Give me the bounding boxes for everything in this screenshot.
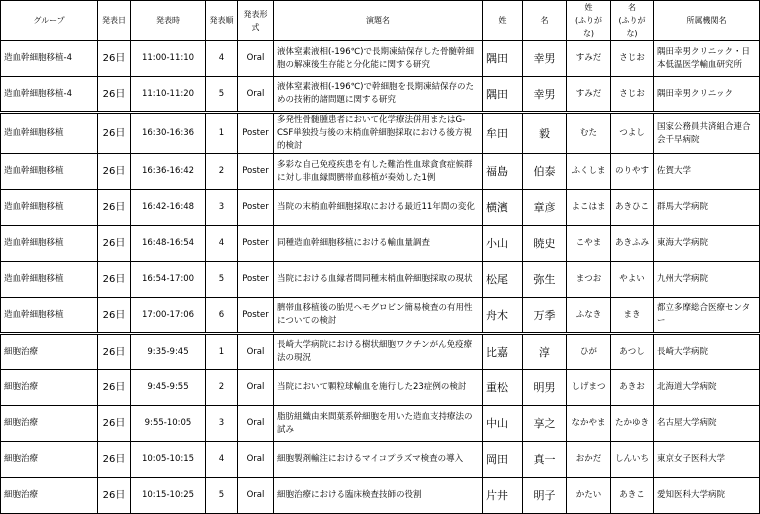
- table-row: [1, 406, 760, 442]
- header-time: 発表時: [131, 1, 206, 41]
- format-cell: Poster: [238, 154, 274, 190]
- header-row: [1, 1, 760, 41]
- day-cell: 26日: [98, 262, 131, 298]
- time-cell: 11:00-11:10: [131, 41, 206, 77]
- time-cell: 9:45-9:55: [131, 370, 206, 406]
- format-cell: Poster: [238, 298, 274, 334]
- affiliation-cell: 愛知医科大学病院: [654, 478, 760, 514]
- table-row: [1, 154, 760, 190]
- format-cell: Poster: [238, 226, 274, 262]
- affiliation-cell: 隅田幸男クリニック: [654, 77, 760, 113]
- affiliation-cell: 長崎大学病院: [654, 334, 760, 370]
- order-cell: 3: [206, 190, 238, 226]
- first-name-cell: 毅: [523, 113, 567, 154]
- group-cell: 細胞治療: [1, 442, 98, 478]
- last-kana-cell: すみだ: [567, 41, 611, 77]
- table-row: [1, 190, 760, 226]
- group-cell: 造血幹細胞移植: [1, 226, 98, 262]
- order-cell: 1: [206, 334, 238, 370]
- first-name-cell: 章彦: [523, 190, 567, 226]
- last-kana-cell: ひが: [567, 334, 611, 370]
- title-cell: 当院の末梢血幹細胞採取における最近11年間の変化: [274, 190, 483, 226]
- table-row: [1, 41, 760, 77]
- day-cell: 26日: [98, 298, 131, 334]
- first-kana-cell: のりやす: [611, 154, 654, 190]
- time-cell: 16:48-16:54: [131, 226, 206, 262]
- header-group: グループ: [1, 1, 98, 41]
- order-cell: 3: [206, 406, 238, 442]
- affiliation-cell: 群馬大学病院: [654, 190, 760, 226]
- last-kana-cell: おかだ: [567, 442, 611, 478]
- first-kana-cell: さじお: [611, 41, 654, 77]
- affiliation-cell: 隅田幸男クリニック・日本低温医学輸血研究所: [654, 41, 760, 77]
- affiliation-cell: 東京女子医科大学: [654, 442, 760, 478]
- order-cell: 4: [206, 442, 238, 478]
- first-kana-cell: やよい: [611, 262, 654, 298]
- group-cell: 造血幹細胞移植: [1, 262, 98, 298]
- last-name-cell: 隅田: [483, 41, 523, 77]
- affiliation-cell: 名古屋大学病院: [654, 406, 760, 442]
- group-cell: 細胞治療: [1, 406, 98, 442]
- first-name-cell: 明子: [523, 478, 567, 514]
- format-cell: Oral: [238, 478, 274, 514]
- group-cell: 造血幹細胞移植-4: [1, 41, 98, 77]
- affiliation-cell: 東海大学病院: [654, 226, 760, 262]
- last-name-cell: 松尾: [483, 262, 523, 298]
- table-row: [1, 226, 760, 262]
- last-name-cell: 片井: [483, 478, 523, 514]
- last-kana-cell: しげまつ: [567, 370, 611, 406]
- order-cell: 4: [206, 226, 238, 262]
- format-cell: Oral: [238, 77, 274, 113]
- last-name-cell: 福島: [483, 154, 523, 190]
- header-last-kana-line2: (ふりがな): [574, 16, 603, 38]
- time-cell: 10:15-10:25: [131, 478, 206, 514]
- header-first-kana-line1: 名: [628, 3, 636, 12]
- title-cell: 液体窒素液相(-196℃)で長期凍結保存した骨髄幹細胞の解凍後生存能と分化能に関する研究: [274, 41, 483, 77]
- time-cell: 16:30-16:36: [131, 113, 206, 154]
- header-first-name: 名: [523, 1, 567, 41]
- group-cell: 造血幹細胞移植: [1, 113, 98, 154]
- header-last-name: 姓: [483, 1, 523, 41]
- last-name-cell: 中山: [483, 406, 523, 442]
- first-name-cell: 万季: [523, 298, 567, 334]
- first-name-cell: 幸男: [523, 41, 567, 77]
- table-row: [1, 334, 760, 370]
- last-kana-cell: まつお: [567, 262, 611, 298]
- last-name-cell: 比嘉: [483, 334, 523, 370]
- title-cell: 細胞製剤輸注におけるマイコプラズマ検査の導入: [274, 442, 483, 478]
- first-kana-cell: あきこ: [611, 478, 654, 514]
- format-cell: Oral: [238, 442, 274, 478]
- group-cell: 造血幹細胞移植: [1, 154, 98, 190]
- first-name-cell: 明男: [523, 370, 567, 406]
- last-name-cell: 牟田: [483, 113, 523, 154]
- day-cell: 26日: [98, 190, 131, 226]
- title-cell: 細胞治療における臨床検査技師の役割: [274, 478, 483, 514]
- affiliation-cell: 佐賀大学: [654, 154, 760, 190]
- time-cell: 9:55-10:05: [131, 406, 206, 442]
- first-kana-cell: あきお: [611, 370, 654, 406]
- time-cell: 16:36-16:42: [131, 154, 206, 190]
- format-cell: Poster: [238, 262, 274, 298]
- title-cell: 当院において顆粒球輸血を施行した23症例の検討: [274, 370, 483, 406]
- last-name-cell: 重松: [483, 370, 523, 406]
- table-row: [1, 262, 760, 298]
- format-cell: Oral: [238, 334, 274, 370]
- format-cell: Oral: [238, 41, 274, 77]
- time-cell: 17:00-17:06: [131, 298, 206, 334]
- first-kana-cell: まき: [611, 298, 654, 334]
- day-cell: 26日: [98, 406, 131, 442]
- day-cell: 26日: [98, 442, 131, 478]
- time-cell: 11:10-11:20: [131, 77, 206, 113]
- header-affiliation: 所属機関名: [654, 1, 760, 41]
- day-cell: 26日: [98, 41, 131, 77]
- last-name-cell: 隅田: [483, 77, 523, 113]
- table-row: [1, 442, 760, 478]
- header-order: 発表順: [206, 1, 238, 41]
- first-name-cell: 真一: [523, 442, 567, 478]
- title-cell: 長崎大学病院における樹状細胞ワクチンがん免疫療法の現況: [274, 334, 483, 370]
- header-last-kana-line1: 姓: [584, 3, 593, 12]
- header-first-kana-line2: (ふりがな): [618, 16, 646, 38]
- group-cell: 細胞治療: [1, 370, 98, 406]
- header-format: 発表形式: [238, 1, 274, 41]
- last-kana-cell: ふなき: [567, 298, 611, 334]
- time-cell: 16:54-17:00: [131, 262, 206, 298]
- title-cell: 同種造血幹細胞移植における輸血量調査: [274, 226, 483, 262]
- day-cell: 26日: [98, 154, 131, 190]
- order-cell: 5: [206, 478, 238, 514]
- order-cell: 4: [206, 41, 238, 77]
- day-cell: 26日: [98, 370, 131, 406]
- header-first-kana: [611, 1, 654, 41]
- order-cell: 1: [206, 113, 238, 154]
- title-cell: 臍帯血移植後の胎児ヘモグロビン簡易検査の有用性についての検討: [274, 298, 483, 334]
- time-cell: 10:05-10:15: [131, 442, 206, 478]
- first-name-cell: 伯泰: [523, 154, 567, 190]
- last-name-cell: 岡田: [483, 442, 523, 478]
- order-cell: 2: [206, 370, 238, 406]
- first-kana-cell: しんいち: [611, 442, 654, 478]
- table-row: [1, 370, 760, 406]
- order-cell: 5: [206, 77, 238, 113]
- first-name-cell: 幸男: [523, 77, 567, 113]
- title-cell: 多彩な自己免疫疾患を有した難治性血球貪食症候群に対し非血縁間臍帯血移植が奏効した1例: [274, 154, 483, 190]
- table-row: [1, 113, 760, 154]
- title-cell: 多発性骨髄腫患者において化学療法併用またはG-CSF単独投与後の末梢血幹細胞採取における後方視的検討: [274, 113, 483, 154]
- day-cell: 26日: [98, 77, 131, 113]
- order-cell: 5: [206, 262, 238, 298]
- time-cell: 9:35-9:45: [131, 334, 206, 370]
- day-cell: 26日: [98, 226, 131, 262]
- day-cell: 26日: [98, 113, 131, 154]
- group-cell: 細胞治療: [1, 478, 98, 514]
- header-title: 演題名: [274, 1, 483, 41]
- format-cell: Poster: [238, 113, 274, 154]
- header-day: 発表日: [98, 1, 131, 41]
- group-cell: 造血幹細胞移植: [1, 298, 98, 334]
- day-cell: 26日: [98, 334, 131, 370]
- last-kana-cell: なかやま: [567, 406, 611, 442]
- group-cell: 造血幹細胞移植-4: [1, 77, 98, 113]
- first-kana-cell: あきひこ: [611, 190, 654, 226]
- table-row: [1, 298, 760, 334]
- last-kana-cell: こやま: [567, 226, 611, 262]
- title-cell: 液体窒素液相(-196℃)で幹細胞を長期凍結保存のための技術的諸問題に関する研究: [274, 77, 483, 113]
- table-row: [1, 478, 760, 514]
- day-cell: 26日: [98, 478, 131, 514]
- first-name-cell: 淳: [523, 334, 567, 370]
- last-kana-cell: ふくしま: [567, 154, 611, 190]
- title-cell: 脂肪組織由来間葉系幹細胞を用いた造血支持療法の試み: [274, 406, 483, 442]
- group-cell: 細胞治療: [1, 334, 98, 370]
- last-kana-cell: むた: [567, 113, 611, 154]
- last-name-cell: 横濱: [483, 190, 523, 226]
- time-cell: 16:42-16:48: [131, 190, 206, 226]
- last-kana-cell: かたい: [567, 478, 611, 514]
- header-last-kana: [567, 1, 611, 41]
- last-kana-cell: すみだ: [567, 77, 611, 113]
- group-cell: 造血幹細胞移植: [1, 190, 98, 226]
- affiliation-cell: 北海道大学病院: [654, 370, 760, 406]
- first-name-cell: 暁史: [523, 226, 567, 262]
- first-kana-cell: あきふみ: [611, 226, 654, 262]
- first-kana-cell: たかゆき: [611, 406, 654, 442]
- first-kana-cell: さじお: [611, 77, 654, 113]
- title-cell: 当院における血縁者間同種末梢血幹細胞採取の現状: [274, 262, 483, 298]
- format-cell: Poster: [238, 190, 274, 226]
- last-kana-cell: よこはま: [567, 190, 611, 226]
- last-name-cell: 小山: [483, 226, 523, 262]
- first-kana-cell: あつし: [611, 334, 654, 370]
- format-cell: Oral: [238, 406, 274, 442]
- order-cell: 6: [206, 298, 238, 334]
- format-cell: Oral: [238, 370, 274, 406]
- last-name-cell: 舟木: [483, 298, 523, 334]
- first-name-cell: 弥生: [523, 262, 567, 298]
- affiliation-cell: 国家公務員共済組合連合会千早病院: [654, 113, 760, 154]
- affiliation-cell: 都立多摩総合医療センター: [654, 298, 760, 334]
- order-cell: 2: [206, 154, 238, 190]
- first-kana-cell: つよし: [611, 113, 654, 154]
- affiliation-cell: 九州大学病院: [654, 262, 760, 298]
- first-name-cell: 享之: [523, 406, 567, 442]
- table-row: [1, 77, 760, 113]
